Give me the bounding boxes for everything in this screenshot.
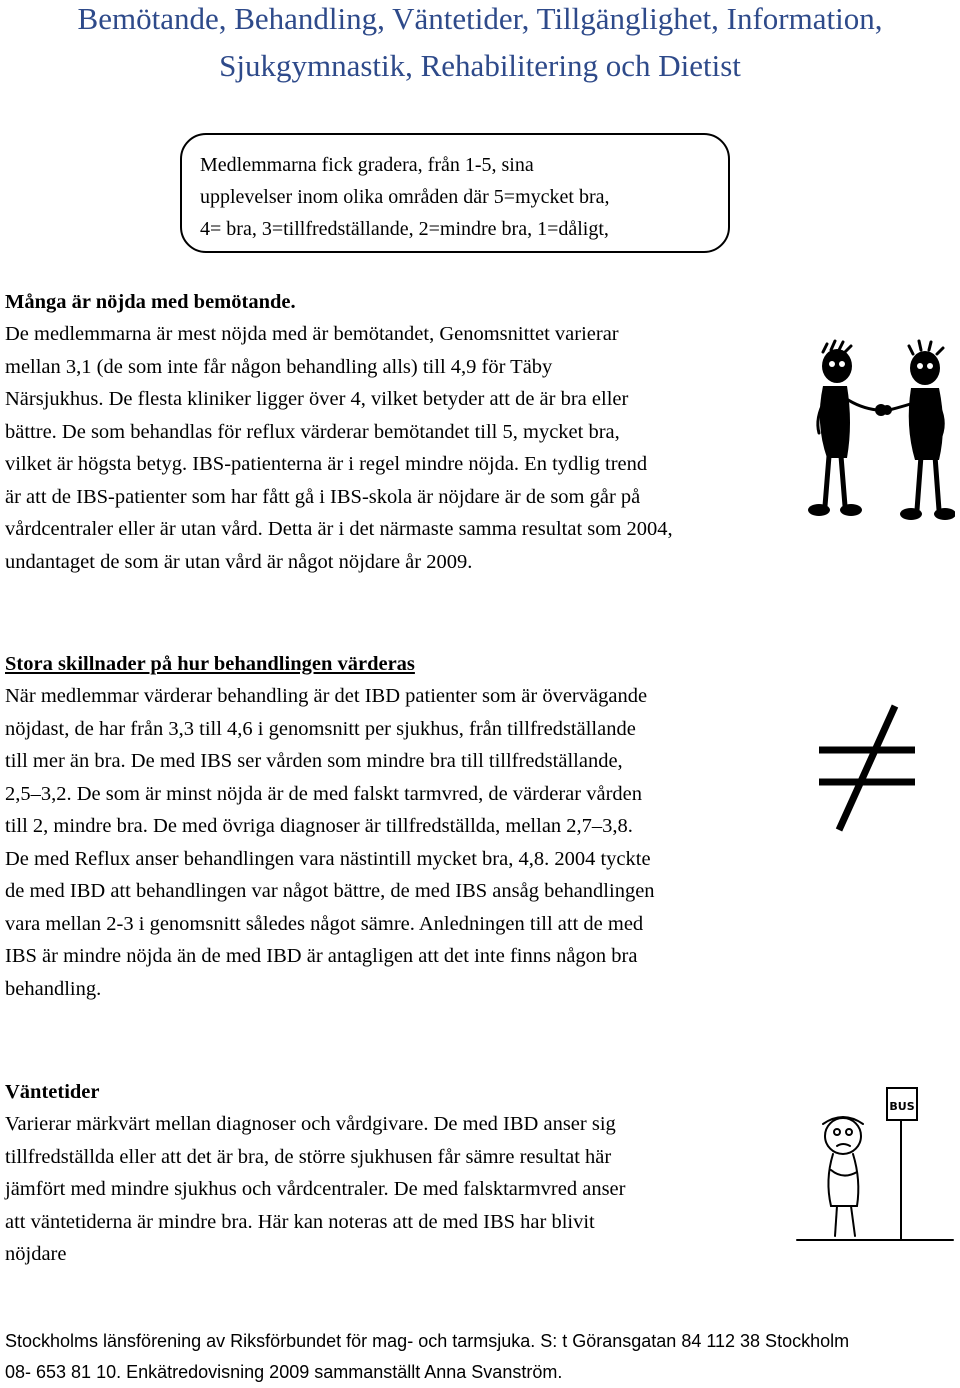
paragraph-line: bättre. De som behandlas för reflux värderar bemötandet till 5, mycket bra,: [5, 421, 620, 443]
paragraph-line: jämfört med mindre sjukhus och vårdcentraler. De med falsktarmvred anser: [5, 1178, 626, 1200]
footer-contact: 08- 653 81 10. Enkätredovisning 2009 sammanställt Anna Svanström.: [5, 1362, 563, 1382]
section-heading-vantetider: Väntetider: [5, 1081, 100, 1103]
rating-scale-line: 4= bra, 3=tillfredställande, 2=mindre bra, 1=dåligt,: [200, 218, 609, 240]
paragraph-line: undantaget de som är utan vård är något nöjdare år 2009.: [5, 551, 473, 573]
paragraph-line: vara mellan 2-3 i genomsnitt således något sämre. Anledningen till att de med: [5, 913, 644, 935]
paragraph-line: de med IBD att behandlingen var något bättre, de med IBS ansåg behandlingen: [5, 880, 655, 902]
page-title-line-2: Sjukgymnastik, Rehabilitering och Dietist: [219, 48, 741, 83]
handshake-figures-illustration: [805, 338, 955, 528]
not-equal-icon: [815, 700, 920, 835]
paragraph-line: nöjdare: [5, 1243, 67, 1265]
page-title-line-1: Bemötande, Behandling, Väntetider, Tillgänglighet, Information,: [77, 1, 883, 36]
paragraph-line: vilket är högsta betyg. IBS-patienterna är i regel mindre nöjda. En tydlig trend: [5, 453, 648, 475]
rating-scale-box: [180, 133, 730, 253]
paragraph-line: Närsjukhus. De flesta kliniker ligger över 4, vilket betyder att de är bra eller: [5, 388, 629, 410]
paragraph-line: att väntetiderna är mindre bra. Här kan noteras att de med IBS har blivit: [5, 1211, 595, 1233]
paragraph-line: 2,5–3,2. De som är minst nöjda är de med falskt tarmvred, de värderar vården: [5, 783, 642, 805]
paragraph-line: De medlemmarna är mest nöjda med är bemötandet, Genomsnittet varierar: [5, 323, 619, 345]
rating-scale-line: upplevelser inom olika områden där 5=mycket bra,: [200, 186, 610, 208]
paragraph-line: mellan 3,1 (de som inte får någon behandling alls) till 4,9 för Täby: [5, 356, 553, 378]
section-heading-bemotande: Många är nöjda med bemötande.: [5, 291, 296, 313]
section-heading-behandling: Stora skillnader på hur behandlingen värderas: [5, 653, 415, 675]
paragraph-line: Varierar märkvärt mellan diagnoser och vårdgivare. De med IBD anser sig: [5, 1113, 616, 1135]
paragraph-line: De med Reflux anser behandlingen vara nästintill mycket bra, 4,8. 2004 tyckte: [5, 848, 651, 870]
bus-sign-text: BUS: [889, 1100, 915, 1113]
paragraph-line: till 2, mindre bra. De med övriga diagnoser är tillfredställda, mellan 2,7–3,8.: [5, 815, 633, 837]
paragraph-line: nöjdast, de har från 3,3 till 4,6 i genomsnitt per sjukhus, från tillfredställande: [5, 718, 636, 740]
paragraph-line: IBS är mindre nöjda än de med IBD är antagligen att det inte finns någon bra: [5, 945, 638, 967]
paragraph-line: är att de IBS-patienter som har fått gå i IBS-skola är nöjdare är de som går på: [5, 486, 641, 508]
paragraph-line: behandling.: [5, 978, 102, 1000]
paragraph-line: vårdcentraler eller är utan vård. Detta är i det närmaste samma resultat som 2004,: [5, 518, 673, 540]
paragraph-line: till mer än bra. De med IBS ser vården som mindre bra till tillfredställande,: [5, 750, 623, 772]
paragraph-line: tillfredställda eller att det är bra, de större sjukhusen får sämre resultat här: [5, 1146, 612, 1168]
paragraph-line: När medlemmar värderar behandling är det IBD patienter som är övervägande: [5, 685, 648, 707]
bus-stop-waiting-illustration: [795, 1080, 955, 1245]
rating-scale-line: Medlemmarna fick gradera, från 1-5, sina: [200, 154, 534, 176]
footer-address: Stockholms länsförening av Riksförbundet för mag- och tarmsjuka. S: t Göransgatan 84 112 38 Stockholm: [5, 1331, 850, 1351]
